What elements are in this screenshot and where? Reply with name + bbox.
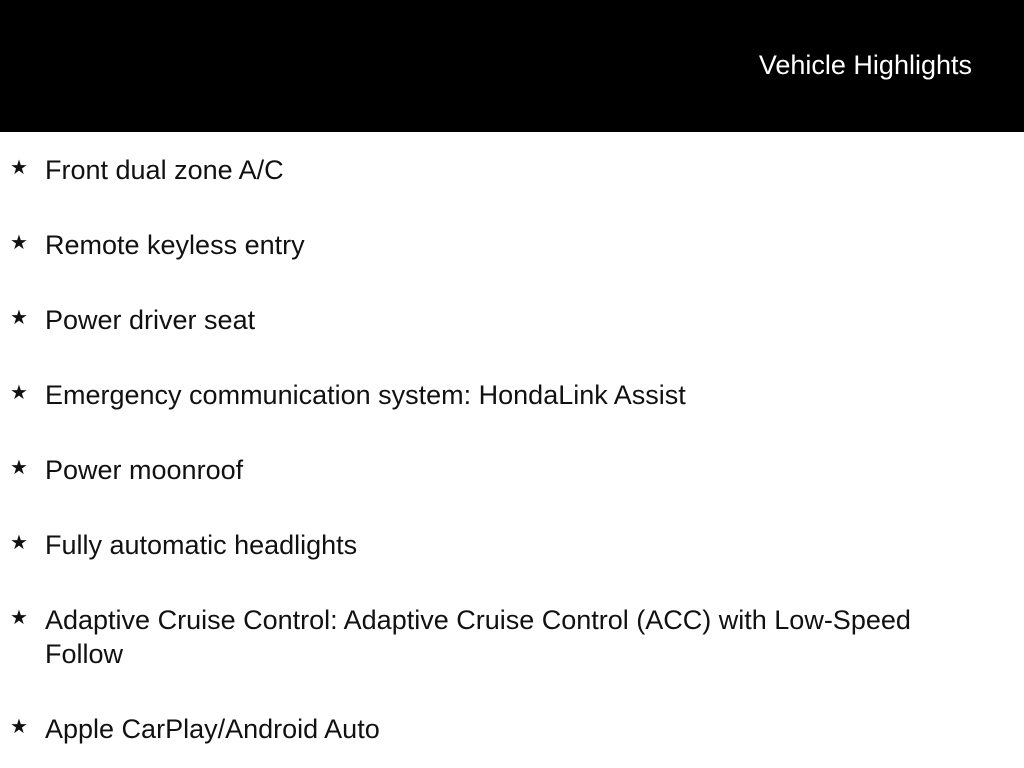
star-icon: ★ <box>10 380 28 404</box>
highlight-label: Remote keyless entry <box>45 230 305 260</box>
highlight-label: Emergency communication system: HondaLink Assist <box>45 380 686 410</box>
highlight-label: Power moonroof <box>45 455 244 485</box>
highlight-label: Power driver seat <box>45 305 256 335</box>
star-icon: ★ <box>10 230 28 254</box>
highlight-label: Fully automatic headlights <box>45 530 358 560</box>
star-icon: ★ <box>10 305 28 329</box>
page-title: Vehicle Highlights <box>758 50 972 80</box>
star-icon: ★ <box>10 714 28 738</box>
star-icon: ★ <box>10 530 28 554</box>
highlight-label: Front dual zone A/C <box>45 155 284 185</box>
highlight-label: Adaptive Cruise Control: Adaptive Cruise Control (ACC) with Low-Speed Follow <box>45 605 911 669</box>
star-icon: ★ <box>10 605 28 629</box>
star-icon: ★ <box>10 155 28 179</box>
highlight-label: Apple CarPlay/Android Auto <box>45 714 380 744</box>
star-icon: ★ <box>10 455 28 479</box>
